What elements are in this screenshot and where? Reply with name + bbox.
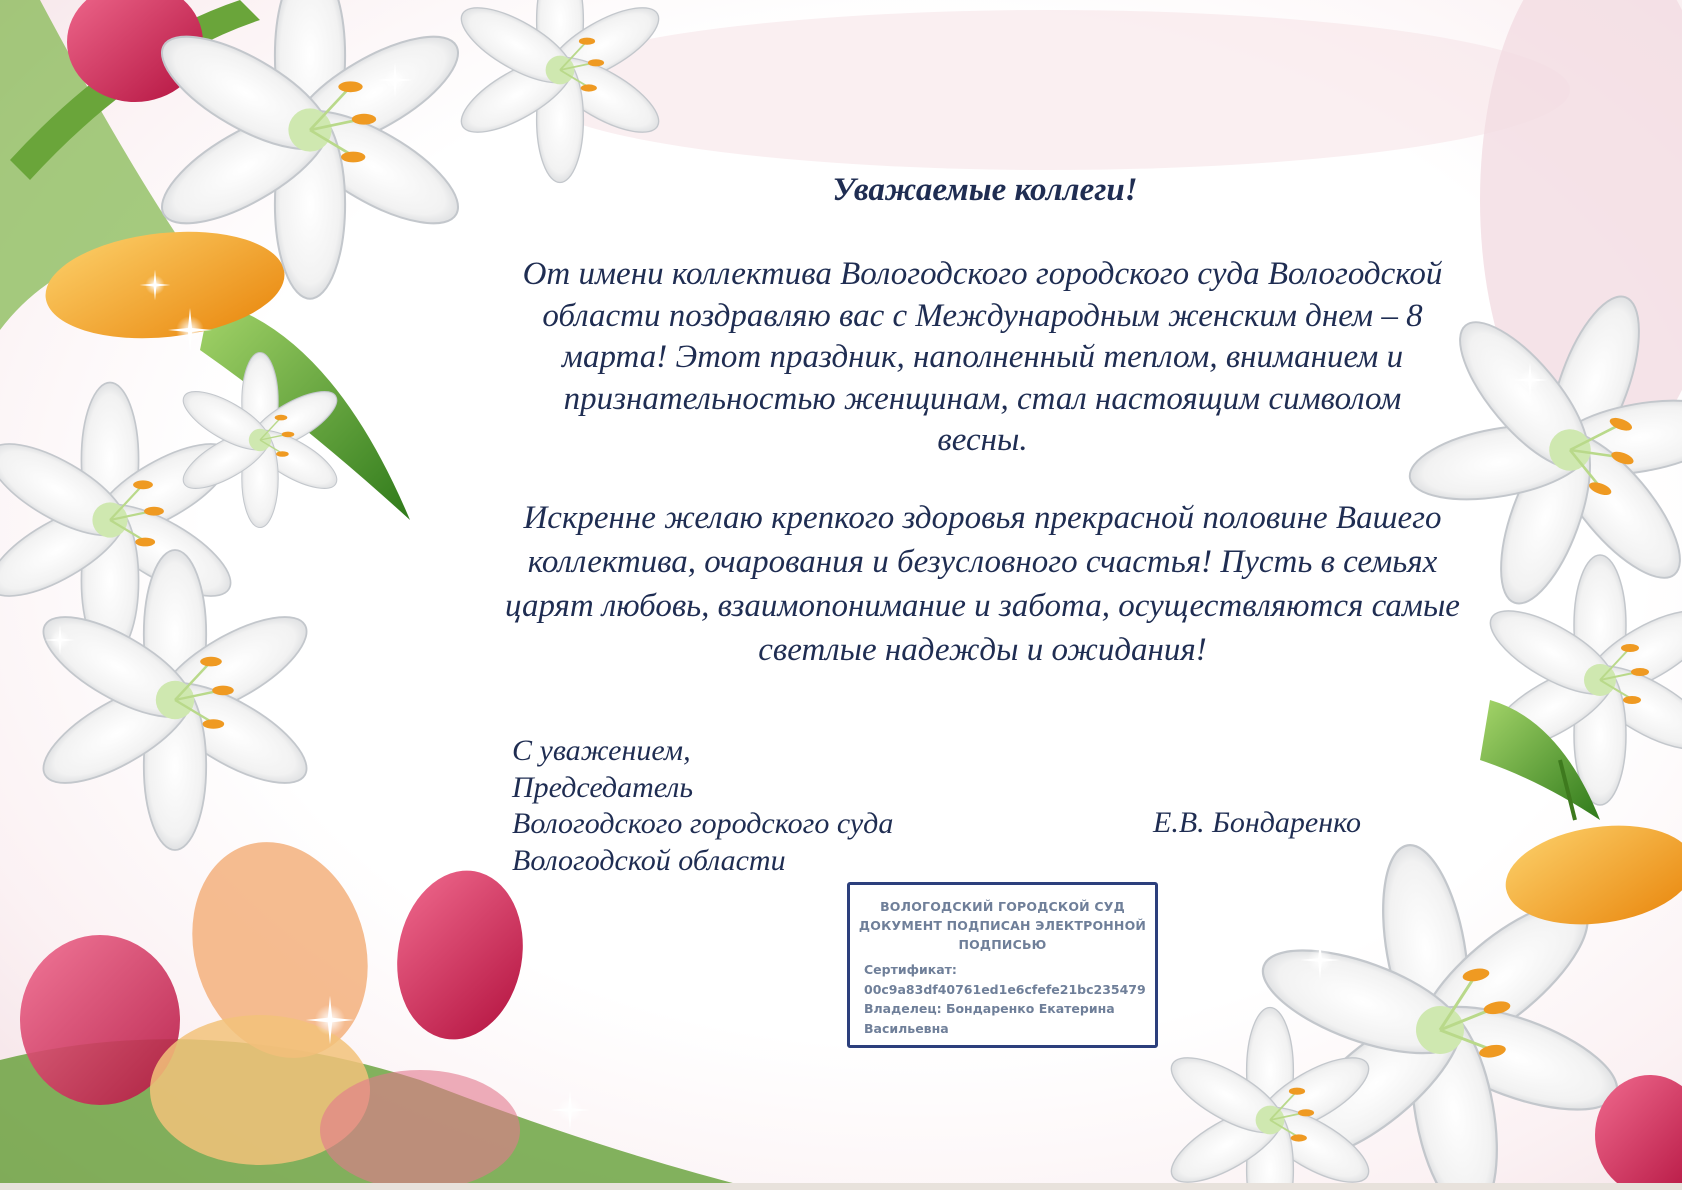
letter-paragraph-2: Искренне желаю крепкого здоровья прекрасной половине Вашего коллектива, очарования и безусловного счастья! Пусть в семьях царят любовь, взаимопонимание и забота, осуществляются самые светлые надежды и ожидания! bbox=[505, 500, 1460, 668]
stamp-signed-line-2: ПОДПИСЬЮ bbox=[958, 937, 1047, 952]
closing-court: Вологодского городского суда bbox=[512, 807, 894, 840]
letter-closing-block bbox=[512, 733, 893, 879]
stamp-header bbox=[850, 885, 1155, 954]
stamp-signed-line-1: ДОКУМЕНТ ПОДПИСАН ЭЛЕКТРОННОЙ bbox=[858, 918, 1147, 933]
closing-regards: С уважением, bbox=[512, 734, 691, 767]
closing-region: Вологодской области bbox=[512, 843, 786, 877]
stamp-owner-line-2: Васильевна bbox=[864, 1020, 949, 1036]
closing-title: Председатель bbox=[512, 770, 694, 804]
stamp-owner-line-1: Владелец: Бондаренко Екатерина bbox=[864, 1001, 1115, 1016]
stamp-certificate-label: Сертификат: bbox=[864, 962, 957, 977]
letter-paragraph-1: От имени коллектива Вологодского городского суда Вологодской области поздравляю вас с Международным женским днем – 8 марта! Этот праздник, наполненный теплом, вниманием и признательностью женщинам, стал настоящим символом весны. bbox=[522, 256, 1443, 458]
stamp-court-name: ВОЛОГОДСКИЙ ГОРОДСКОЙ СУД bbox=[880, 899, 1125, 914]
stamp-certificate-number: 00c9a83df40761ed1e6cfefe21bc235479 bbox=[864, 981, 1146, 997]
stamp-details bbox=[850, 954, 1155, 1038]
electronic-signature-stamp bbox=[847, 882, 1158, 1048]
letter-greeting: Уважаемые коллеги! bbox=[832, 172, 1138, 208]
signer-name: Е.В. Бондаренко bbox=[1153, 806, 1361, 839]
